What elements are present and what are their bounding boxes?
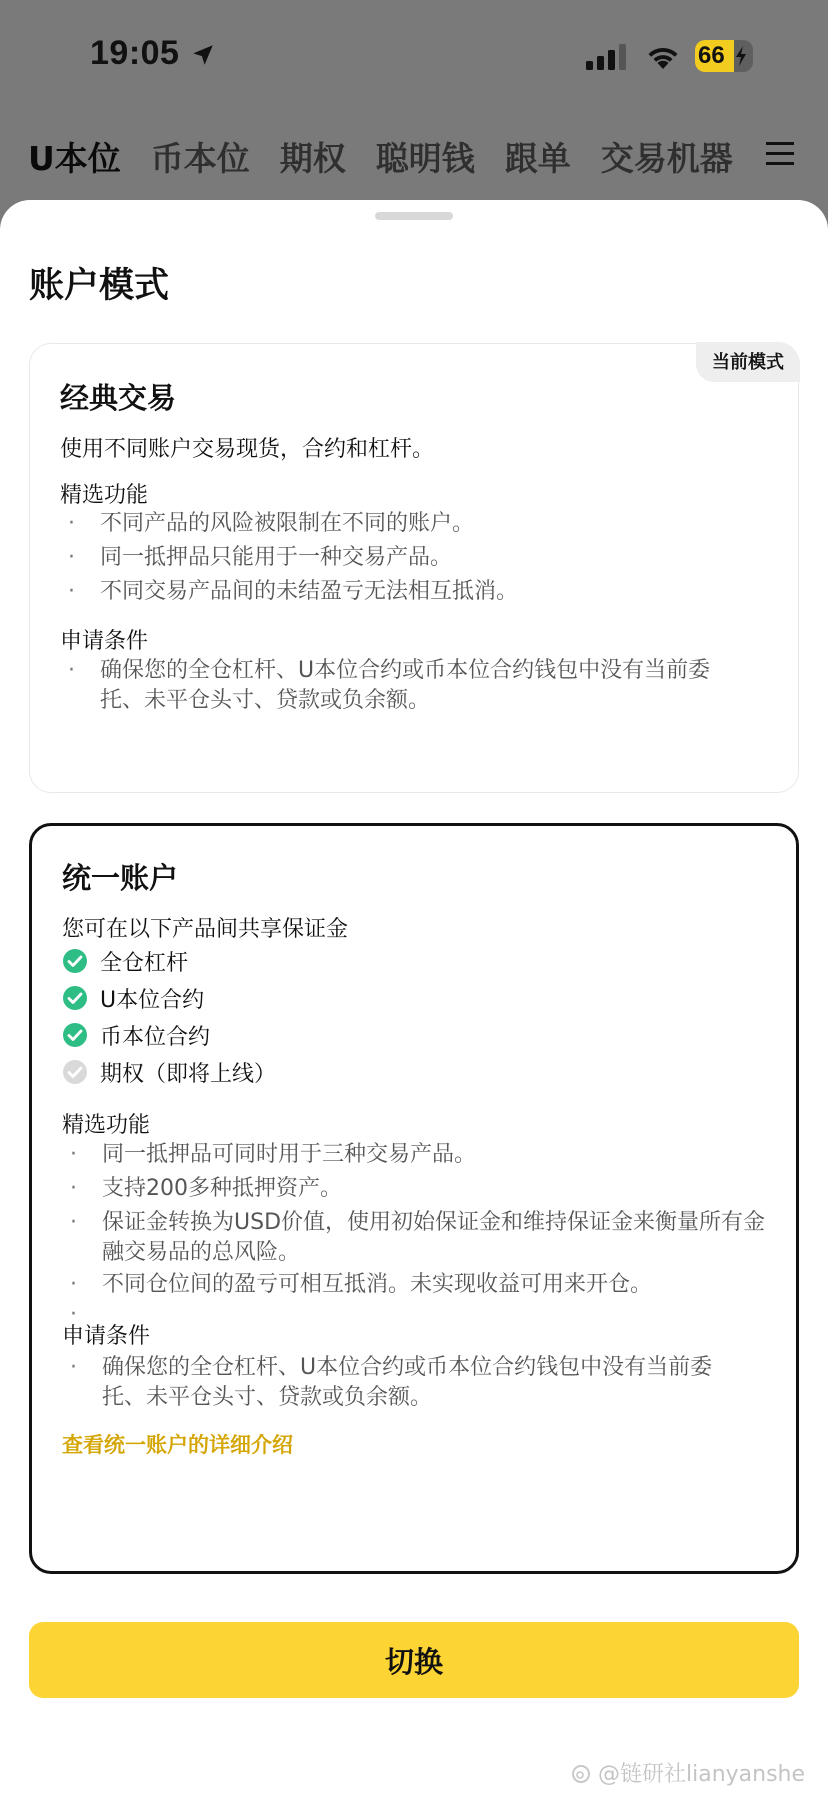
battery-percent: 66 <box>698 42 725 69</box>
product-tabs <box>28 128 768 184</box>
unified-features-label: 精选功能 <box>62 1113 151 1138</box>
status-bar <box>0 0 828 110</box>
weibo-logo-icon <box>570 1762 592 1784</box>
bullet-text: 确保您的全仓杠杆、U本位合约或币本位合约钱包中没有当前委托、未平仓头寸、贷款或负余额。 <box>102 1355 713 1410</box>
unified-account-card[interactable] <box>29 823 799 1574</box>
tab-options[interactable]: 期权 <box>279 138 346 178</box>
shared-margin-label: 您可在以下产品间共享保证金 <box>62 917 349 942</box>
hamburger-menu-icon[interactable] <box>766 142 794 166</box>
bullet-text: 确保您的全仓杠杆、U本位合约或币本位合约钱包中没有当前委托、未平仓头寸、贷款或负余额。 <box>100 658 711 713</box>
product-label: 期权（即将上线） <box>100 1061 277 1087</box>
list-item: · 确保您的全仓杠杆、U本位合约或币本位合约钱包中没有当前委托、未平仓头寸、贷款或负余额。 <box>60 656 740 716</box>
tab-copy-trading[interactable]: 跟单 <box>504 138 571 178</box>
classic-features-label: 精选功能 <box>60 483 149 508</box>
sheet-drag-handle[interactable] <box>375 212 453 220</box>
tab-coin-margined[interactable]: 币本位 <box>150 138 250 178</box>
bullet-text: 不同仓位间的盈亏可相互抵消。未实现收益可用来开仓。 <box>102 1272 653 1297</box>
bullet-text: 同一抵押品可同时用于三种交易产品。 <box>102 1142 477 1167</box>
unified-details-link[interactable]: 查看统一账户的详细介绍 <box>62 1433 293 1457</box>
product-row-coin-futures <box>62 1020 210 1050</box>
wifi-icon <box>645 42 681 70</box>
sheet-title: 账户模式 <box>29 266 170 306</box>
bullet-text: 不同产品的风险被限制在不同的账户。 <box>100 511 475 536</box>
account-mode-sheet <box>0 200 828 1795</box>
tab-trading-bots[interactable]: 交易机器 <box>600 138 733 178</box>
classic-mode-card[interactable] <box>29 343 799 793</box>
check-circle-icon <box>62 985 88 1011</box>
product-label: 全仓杠杆 <box>100 950 189 976</box>
bullet-text: 支持200多种抵押资产。 <box>102 1176 342 1201</box>
check-circle-icon <box>62 948 88 974</box>
bullet-text: 同一抵押品只能用于一种交易产品。 <box>100 545 453 570</box>
list-item: · 同一抵押品只能用于一种交易产品。 <box>60 543 770 573</box>
empty-bullet: · <box>70 1302 77 1327</box>
product-label: 币本位合约 <box>100 1024 211 1050</box>
tab-u-margined[interactable]: U本位 <box>28 138 121 178</box>
list-item: · 不同交易产品间的未结盈亏无法相互抵消。 <box>60 577 770 607</box>
product-row-cross-margin <box>62 946 188 976</box>
watermark-text: @链研社lianyanshe <box>598 1762 806 1787</box>
product-row-options <box>62 1057 276 1087</box>
product-label: U本位合约 <box>100 987 205 1013</box>
list-item: · 支持200多种抵押资产。 <box>62 1174 772 1204</box>
product-row-u-futures <box>62 983 204 1013</box>
list-item: · 确保您的全仓杠杆、U本位合约或币本位合约钱包中没有当前委托、未平仓头寸、贷款或负余额。 <box>62 1353 742 1413</box>
status-time: 19:05 <box>90 34 180 72</box>
check-circle-icon <box>62 1022 88 1048</box>
check-circle-disabled-icon <box>62 1059 88 1085</box>
classic-conditions-label: 申请条件 <box>60 629 149 654</box>
unified-title: 统一账户 <box>62 861 179 895</box>
switch-button[interactable]: 切换 <box>29 1622 799 1698</box>
tab-smart-money[interactable]: 聪明钱 <box>375 138 475 178</box>
list-item: · 保证金转换为USD价值，使用初始保证金和维持保证金来衡量所有金融交易品的总风险。 <box>62 1208 772 1268</box>
signal-bars-icon <box>586 44 628 70</box>
current-mode-badge: 当前模式 <box>696 342 800 382</box>
unified-conditions-label: 申请条件 <box>62 1324 151 1349</box>
battery-indicator <box>695 40 753 72</box>
list-item: · 同一抵押品可同时用于三种交易产品。 <box>62 1140 772 1170</box>
bullet-text: 不同交易产品间的未结盈亏无法相互抵消。 <box>100 579 519 604</box>
list-item: · 不同产品的风险被限制在不同的账户。 <box>60 509 770 539</box>
watermark <box>570 1757 805 1788</box>
bullet-text: 保证金转换为USD价值，使用初始保证金和维持保证金来衡量所有金融交易品的总风险。 <box>102 1210 766 1265</box>
classic-description: 使用不同账户交易现货，合约和杠杆。 <box>60 437 435 462</box>
location-arrow-icon <box>190 42 216 68</box>
classic-title: 经典交易 <box>60 381 177 415</box>
battery-charging-icon <box>735 46 747 66</box>
list-item: · 不同仓位间的盈亏可相互抵消。未实现收益可用来开仓。 <box>62 1270 772 1300</box>
